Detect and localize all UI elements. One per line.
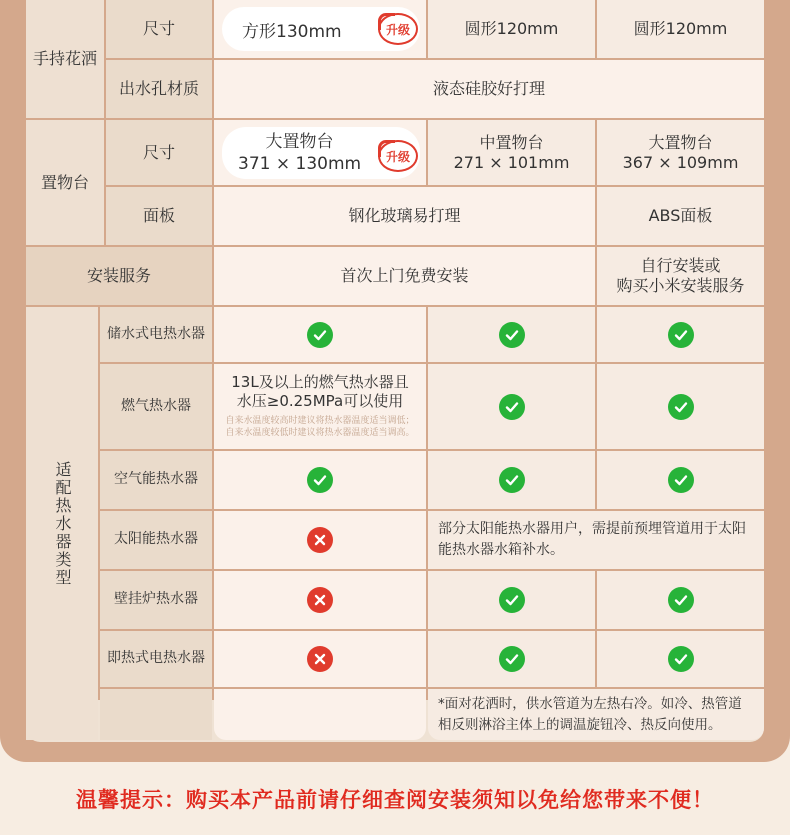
check-icon	[668, 394, 694, 420]
shelf-size-col2	[428, 120, 595, 185]
heater-cell	[214, 451, 426, 509]
shelf-panel-value-b: ABS面板	[597, 187, 764, 245]
bottom-label-cell	[100, 689, 212, 740]
install-label: 安装服务	[26, 247, 212, 305]
check-icon	[499, 394, 525, 420]
shelf-size-label: 尺寸	[106, 120, 212, 185]
shower-size-col3: 圆形120mm	[597, 0, 764, 58]
gas-heater-note-cell	[214, 364, 426, 449]
shelf-col1-name: 大置物台	[265, 131, 334, 152]
check-icon	[499, 322, 525, 348]
heater-cell	[597, 451, 764, 509]
install-value-b	[597, 247, 764, 305]
install-value-b-line1: 自行安装或	[640, 256, 721, 275]
install-value-b-line2: 购买小米安装服务	[616, 276, 745, 295]
heater-row-label: 储水式电热水器	[100, 307, 212, 362]
heater-cell	[597, 364, 764, 449]
bottom-empty-cell	[214, 689, 426, 740]
heater-row-label: 壁挂炉热水器	[100, 571, 212, 629]
heater-row-label: 燃气热水器	[100, 364, 212, 449]
check-icon	[499, 467, 525, 493]
shelf-panel-label: 面板	[106, 187, 212, 245]
cross-icon	[307, 646, 333, 672]
gas-note-line2: 水压≥0.25MPa可以使用	[236, 391, 404, 410]
check-icon	[307, 322, 333, 348]
solar-note: 部分太阳能热水器用户，需提前预埋管道用于太阳能热水器水箱补水。	[428, 511, 764, 569]
shower-size-col2: 圆形120mm	[428, 0, 595, 58]
heater-cell	[214, 511, 426, 569]
heater-cell	[428, 631, 595, 687]
check-icon	[668, 322, 694, 348]
warm-tip: 温馨提示：购买本产品前请仔细查阅安装须知以免给您带来不便！	[76, 787, 714, 812]
heater-cell	[428, 364, 595, 449]
shelf-size-col3	[597, 120, 764, 185]
shelf-group-label: 置物台	[26, 120, 104, 245]
check-icon	[668, 646, 694, 672]
check-icon	[499, 587, 525, 613]
upgrade-badge: 升级	[378, 13, 418, 45]
shower-material-value: 液态硅胶好打理	[214, 60, 764, 118]
heater-cell	[597, 571, 764, 629]
install-value-a: 首次上门免费安装	[214, 247, 595, 305]
pipe-direction-note: *面对花洒时，供水管道为左热右冷。如冷、热管道相反则淋浴主体上的调温旋钮冷、热反向使用。	[428, 689, 764, 740]
shower-group-label: 手持花洒	[26, 0, 104, 118]
heaters-group-label: 适配热水器类型	[53, 460, 72, 587]
heater-cell	[428, 451, 595, 509]
shelf-panel-value-a: 钢化玻璃易打理	[214, 187, 595, 245]
check-icon	[668, 467, 694, 493]
shelf-col1-dims: 371 × 130mm	[238, 154, 362, 174]
heater-row-label: 空气能热水器	[100, 451, 212, 509]
check-icon	[307, 467, 333, 493]
check-icon	[668, 587, 694, 613]
gas-small-line2: 自来水温度较低时建议将热水器温度适当调高。	[225, 428, 415, 439]
shower-size-col1: 方形130mm	[242, 21, 342, 42]
shelf-col3-dims: 367 × 109mm	[622, 152, 739, 172]
heater-row-label: 即热式电热水器	[100, 631, 212, 687]
gas-small-line1: 自来水温度较高时建议将热水器温度适当调低；	[225, 415, 415, 426]
heater-cell	[428, 307, 595, 362]
heater-cell	[428, 571, 595, 629]
heater-row-label: 太阳能热水器	[100, 511, 212, 569]
cross-icon	[307, 527, 333, 553]
shower-material-label: 出水孔材质	[106, 60, 212, 118]
gas-note-line1: 13L及以上的燃气热水器且	[231, 373, 409, 392]
heater-cell	[597, 631, 764, 687]
shelf-col3-name: 大置物台	[648, 132, 713, 152]
heaters-group-label-cell	[26, 307, 98, 740]
shelf-col2-dims: 271 × 101mm	[453, 152, 570, 172]
heater-cell	[214, 571, 426, 629]
cross-icon	[307, 587, 333, 613]
shower-size-label: 尺寸	[106, 0, 212, 58]
check-icon	[499, 646, 525, 672]
shelf-col2-name: 中置物台	[479, 132, 544, 152]
heater-cell	[214, 307, 426, 362]
heater-cell	[214, 631, 426, 687]
heater-cell	[597, 307, 764, 362]
upgrade-badge: 升级	[378, 140, 418, 172]
